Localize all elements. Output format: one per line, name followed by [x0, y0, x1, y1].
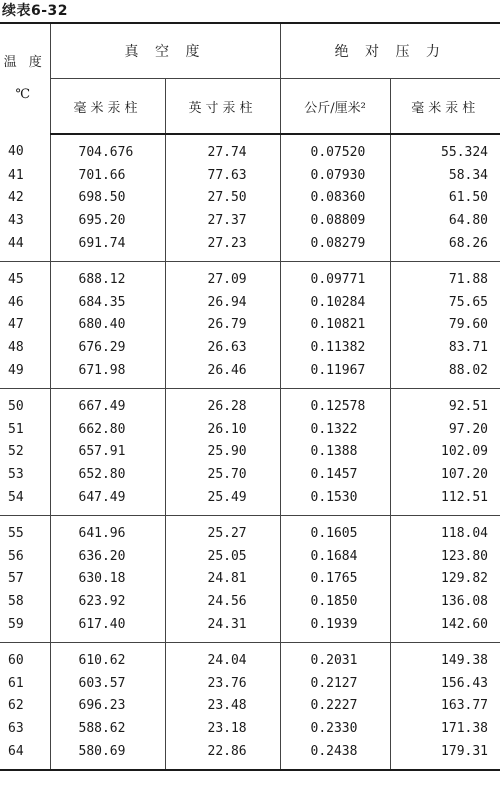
vacuum-inhg-cell: 25.49 [165, 486, 280, 515]
temperature-cell: 47 [8, 317, 24, 333]
vacuum-mmhg-cell: 580.69 [50, 740, 165, 770]
pressure-mmhg-header: 毫米汞柱 [390, 79, 500, 135]
pressure-kgcm2-cell: 0.1765 [280, 568, 390, 591]
pressure-kgcm2-cell: 0.08279 [280, 232, 390, 261]
table-row [0, 486, 500, 515]
vacuum-inhg-cell: 26.46 [165, 359, 280, 388]
temperature-header [0, 23, 50, 134]
vacuum-mmhg-cell: 684.35 [50, 291, 165, 314]
temperature-cell: 41 [8, 167, 24, 183]
pressure-mmhg-cell: 156.43 [390, 672, 500, 695]
temperature-cell: 57 [8, 571, 24, 587]
table-row [0, 590, 500, 613]
temperature-unit: ℃ [15, 87, 35, 102]
pressure-mmhg-cell: 102.09 [390, 441, 500, 464]
table-row [0, 232, 500, 261]
temperature-cell: 62 [8, 698, 24, 714]
table-row [0, 642, 500, 671]
temperature-cell: 63 [8, 721, 24, 737]
vacuum-mmhg-cell: 676.29 [50, 336, 165, 359]
pressure-kgcm2-cell: 0.07930 [280, 164, 390, 187]
vacuum-mmhg-cell: 588.62 [50, 717, 165, 740]
vacuum-inhg-cell: 26.94 [165, 291, 280, 314]
pressure-kgcm2-header: 公斤/厘米² [280, 79, 390, 135]
pressure-kgcm2-cell: 0.1605 [280, 515, 390, 544]
vacuum-mmhg-cell: 688.12 [50, 261, 165, 290]
vacuum-mmhg-cell: 636.20 [50, 545, 165, 568]
pressure-kgcm2-cell: 0.1530 [280, 486, 390, 515]
vacuum-inhg-cell: 25.90 [165, 441, 280, 464]
table-row [0, 613, 500, 642]
vacuum-inhg-cell: 23.18 [165, 717, 280, 740]
table-row [0, 463, 500, 486]
vacuum-inhg-cell: 25.70 [165, 463, 280, 486]
vacuum-mmhg-cell: 647.49 [50, 486, 165, 515]
pressure-kgcm2-cell: 0.09771 [280, 261, 390, 290]
vacuum-inhg-cell: 24.56 [165, 590, 280, 613]
table-row [0, 418, 500, 441]
pressure-kgcm2-cell: 0.10821 [280, 314, 390, 337]
pressure-mmhg-cell: 129.82 [390, 568, 500, 591]
vacuum-mmhg-cell: 667.49 [50, 388, 165, 417]
pressure-mmhg-cell: 64.80 [390, 209, 500, 232]
pressure-kgcm2-cell: 0.12578 [280, 388, 390, 417]
vacuum-mmhg-cell: 617.40 [50, 613, 165, 642]
table-row [0, 717, 500, 740]
table-row [0, 187, 500, 210]
temperature-cell: 64 [0, 740, 50, 770]
vacuum-inhg-cell: 26.63 [165, 336, 280, 359]
temperature-cell: 54 [0, 486, 50, 515]
pressure-mmhg-cell: 97.20 [390, 418, 500, 441]
temperature-cell: 45 [8, 271, 24, 287]
pressure-mmhg-cell: 163.77 [390, 695, 500, 718]
temperature-cell: 43 [8, 213, 24, 229]
vacuum-mmhg-cell: 641.96 [50, 515, 165, 544]
vacuum-inhg-cell: 24.31 [165, 613, 280, 642]
table-row [0, 515, 500, 544]
vacuum-mmhg-cell: 704.676 [50, 134, 165, 164]
absolute-pressure-group-header: 绝 对 压 力 [280, 23, 500, 79]
pressure-mmhg-cell: 83.71 [390, 336, 500, 359]
vacuum-inhg-cell: 25.05 [165, 545, 280, 568]
temperature-label: 温 度 [3, 55, 46, 70]
pressure-kgcm2-cell: 0.1388 [280, 441, 390, 464]
vacuum-mmhg-cell: 691.74 [50, 232, 165, 261]
pressure-mmhg-cell: 68.26 [390, 232, 500, 261]
pressure-mmhg-cell: 179.31 [390, 740, 500, 770]
table-row [0, 568, 500, 591]
temperature-cell: 49 [0, 359, 50, 388]
pressure-mmhg-cell: 107.20 [390, 463, 500, 486]
pressure-mmhg-cell: 171.38 [390, 717, 500, 740]
vacuum-mmhg-cell: 701.66 [50, 164, 165, 187]
temperature-cell: 48 [8, 340, 24, 356]
vacuum-inhg-cell: 24.04 [165, 642, 280, 671]
vacuum-mmhg-cell: 623.92 [50, 590, 165, 613]
table-header [0, 23, 500, 134]
pressure-mmhg-cell: 123.80 [390, 545, 500, 568]
table-row [0, 164, 500, 187]
pressure-mmhg-cell: 79.60 [390, 314, 500, 337]
pressure-mmhg-cell: 58.34 [390, 164, 500, 187]
pressure-kgcm2-cell: 0.2031 [280, 642, 390, 671]
temperature-cell: 42 [8, 190, 24, 206]
temperature-cell: 60 [8, 652, 24, 668]
vacuum-inhg-cell: 27.74 [165, 134, 280, 164]
temperature-cell: 53 [8, 467, 24, 483]
data-table [0, 22, 500, 771]
pressure-mmhg-cell: 149.38 [390, 642, 500, 671]
pressure-kgcm2-cell: 0.1850 [280, 590, 390, 613]
pressure-mmhg-cell: 142.60 [390, 613, 500, 642]
vacuum-mmhg-header: 毫米汞柱 [50, 79, 165, 135]
table-row [0, 291, 500, 314]
pressure-kgcm2-cell: 0.1457 [280, 463, 390, 486]
pressure-kgcm2-cell: 0.08809 [280, 209, 390, 232]
pressure-kgcm2-cell: 0.1322 [280, 418, 390, 441]
temperature-cell: 40 [8, 144, 24, 160]
table-row [0, 314, 500, 337]
pressure-kgcm2-cell: 0.1684 [280, 545, 390, 568]
vacuum-mmhg-cell: 696.23 [50, 695, 165, 718]
table-row [0, 336, 500, 359]
vacuum-inhg-cell: 26.79 [165, 314, 280, 337]
vacuum-inhg-cell: 26.28 [165, 388, 280, 417]
vacuum-inhg-cell: 26.10 [165, 418, 280, 441]
vacuum-mmhg-cell: 680.40 [50, 314, 165, 337]
vacuum-inhg-cell: 23.48 [165, 695, 280, 718]
vacuum-inhg-cell: 25.27 [165, 515, 280, 544]
pressure-mmhg-cell: 136.08 [390, 590, 500, 613]
temperature-cell: 51 [8, 421, 24, 437]
table-row [0, 672, 500, 695]
pressure-mmhg-cell: 118.04 [390, 515, 500, 544]
table-row [0, 695, 500, 718]
temperature-cell: 44 [0, 232, 50, 261]
pressure-kgcm2-cell: 0.11382 [280, 336, 390, 359]
table-caption: 续表6-32 [2, 3, 69, 19]
vacuum-inhg-cell: 27.09 [165, 261, 280, 290]
pressure-kgcm2-cell: 0.2227 [280, 695, 390, 718]
table-row [0, 359, 500, 388]
table-row [0, 388, 500, 417]
vacuum-mmhg-cell: 695.20 [50, 209, 165, 232]
vacuum-inhg-cell: 24.81 [165, 568, 280, 591]
pressure-kgcm2-cell: 0.2127 [280, 672, 390, 695]
pressure-kgcm2-cell: 0.1939 [280, 613, 390, 642]
vacuum-inhg-cell: 22.86 [165, 740, 280, 770]
pressure-mmhg-cell: 61.50 [390, 187, 500, 210]
vacuum-inhg-cell: 27.23 [165, 232, 280, 261]
vacuum-mmhg-cell: 610.62 [50, 642, 165, 671]
table-row [0, 545, 500, 568]
temperature-cell: 55 [8, 525, 24, 541]
pressure-kgcm2-cell: 0.08360 [280, 187, 390, 210]
pressure-kgcm2-cell: 0.2438 [280, 740, 390, 770]
temperature-cell: 61 [8, 675, 24, 691]
pressure-mmhg-cell: 55.324 [390, 134, 500, 164]
table-row [0, 261, 500, 290]
vacuum-mmhg-cell: 671.98 [50, 359, 165, 388]
pressure-mmhg-cell: 88.02 [390, 359, 500, 388]
vacuum-mmhg-cell: 603.57 [50, 672, 165, 695]
temperature-cell: 46 [8, 294, 24, 310]
vacuum-mmhg-cell: 652.80 [50, 463, 165, 486]
temperature-cell: 52 [8, 444, 24, 460]
vacuum-mmhg-cell: 630.18 [50, 568, 165, 591]
pressure-kgcm2-cell: 0.07520 [280, 134, 390, 164]
pressure-mmhg-cell: 75.65 [390, 291, 500, 314]
temperature-cell: 56 [8, 548, 24, 564]
vacuum-mmhg-cell: 698.50 [50, 187, 165, 210]
temperature-cell: 58 [8, 594, 24, 610]
vacuum-group-header: 真 空 度 [50, 23, 280, 79]
temperature-cell: 59 [0, 613, 50, 642]
vacuum-mmhg-cell: 662.80 [50, 418, 165, 441]
pressure-mmhg-cell: 92.51 [390, 388, 500, 417]
vacuum-inhg-header: 英寸汞柱 [165, 79, 280, 135]
vacuum-inhg-cell: 27.50 [165, 187, 280, 210]
pressure-mmhg-cell: 71.88 [390, 261, 500, 290]
vacuum-inhg-cell: 77.63 [165, 164, 280, 187]
vacuum-inhg-cell: 23.76 [165, 672, 280, 695]
table-row [0, 209, 500, 232]
temperature-cell: 50 [8, 398, 24, 414]
table-row [0, 740, 500, 770]
pressure-kgcm2-cell: 0.11967 [280, 359, 390, 388]
vacuum-mmhg-cell: 657.91 [50, 441, 165, 464]
table-row [0, 441, 500, 464]
pressure-kgcm2-cell: 0.2330 [280, 717, 390, 740]
table-row [0, 134, 500, 164]
vacuum-inhg-cell: 27.37 [165, 209, 280, 232]
pressure-kgcm2-cell: 0.10284 [280, 291, 390, 314]
pressure-mmhg-cell: 112.51 [390, 486, 500, 515]
table-body [0, 134, 500, 770]
